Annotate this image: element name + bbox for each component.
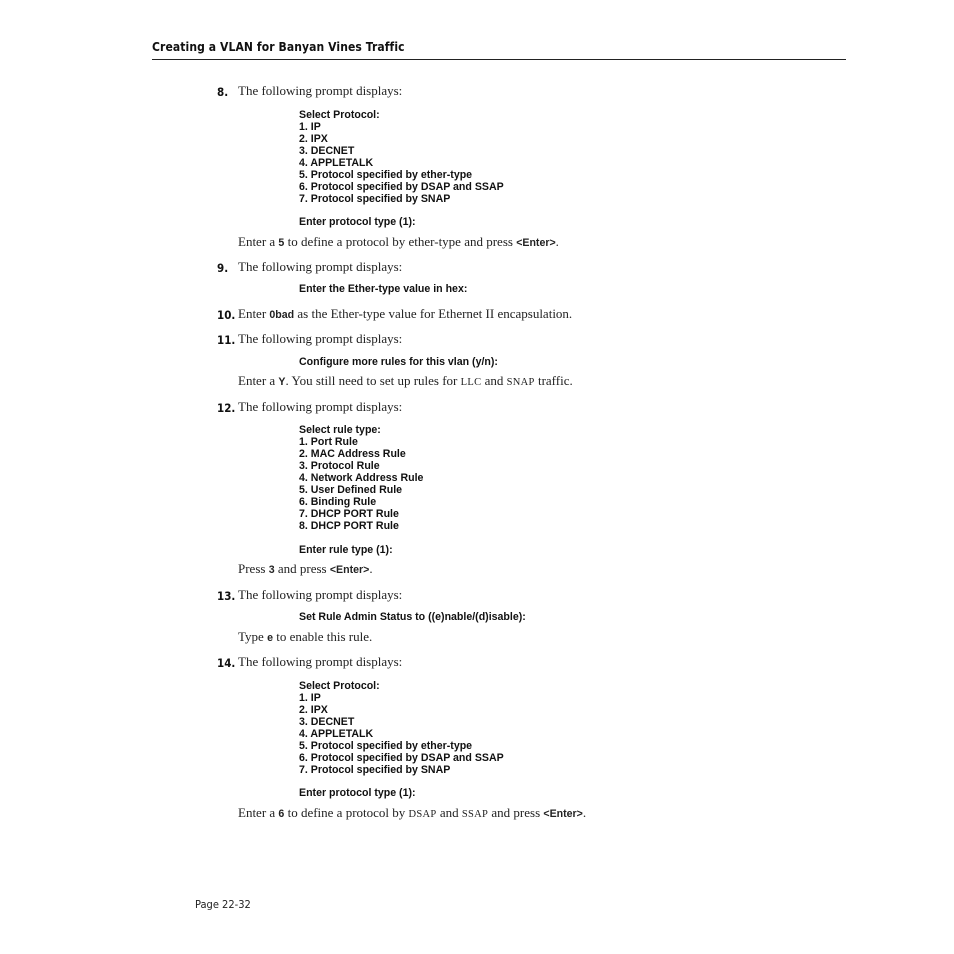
- menu-line: 4. APPLETALK: [299, 157, 374, 169]
- menu-line: 3. Protocol Rule: [299, 460, 380, 472]
- menu-line: 6. Protocol specified by DSAP and SSAP: [299, 752, 504, 764]
- menu-line: 4. APPLETALK: [299, 728, 374, 740]
- key-0bad: 0bad: [269, 309, 295, 321]
- step-8-instruction: Enter a 5 to define a protocol by ether-type and press <Enter>.: [238, 234, 559, 249]
- step-10-number: 10.: [217, 308, 236, 322]
- step-9-number: 9.: [217, 261, 229, 275]
- key-y: Y: [278, 376, 286, 388]
- menu-line: 2. MAC Address Rule: [299, 448, 406, 460]
- step-12-instruction: Press 3 and press <Enter>.: [238, 561, 373, 576]
- page-number: Page 22-32: [195, 898, 251, 911]
- menu-line: 1. Port Rule: [299, 436, 358, 448]
- menu-line: 6. Binding Rule: [299, 496, 377, 508]
- step-12-number: 12.: [217, 401, 236, 415]
- menu-line: 4. Network Address Rule: [299, 472, 424, 484]
- step-12-rule-menu: [299, 424, 423, 532]
- step-11-text: The following prompt displays:: [238, 331, 403, 346]
- key-3: 3: [268, 564, 275, 576]
- menu-line: 8. DHCP PORT Rule: [299, 520, 399, 532]
- key-enter: <Enter>: [329, 564, 370, 576]
- menu-line: 1. IP: [299, 121, 321, 133]
- step-14-text: The following prompt displays:: [238, 654, 403, 669]
- menu-line: 2. IPX: [299, 133, 328, 145]
- header-rule: [152, 59, 846, 60]
- key-e: e: [267, 632, 273, 644]
- step-12-text: The following prompt displays:: [238, 399, 403, 414]
- step-12-prompt: Enter rule type (1):: [299, 544, 393, 556]
- step-8-text: The following prompt displays:: [238, 83, 403, 98]
- step-8-protocol-menu: [299, 109, 504, 205]
- step-13-prompt: Set Rule Admin Status to ((e)nable/(d)isable):: [299, 611, 526, 623]
- step-8-prompt: Enter protocol type (1):: [299, 216, 416, 228]
- menu-line: 6. Protocol specified by DSAP and SSAP: [299, 181, 504, 193]
- key-6: 6: [278, 808, 285, 820]
- menu-line: 7. DHCP PORT Rule: [299, 508, 399, 520]
- step-14-protocol-menu: [299, 680, 504, 776]
- menu-line: 2. IPX: [299, 704, 328, 716]
- step-10-instruction: Enter 0bad as the Ether-type value for Ethernet II encapsulation.: [238, 306, 573, 321]
- menu-line: 5. Protocol specified by ether-type: [299, 169, 473, 181]
- menu-line: Select rule type:: [299, 424, 381, 436]
- step-13-text: The following prompt displays:: [238, 587, 403, 602]
- menu-line: 7. Protocol specified by SNAP: [299, 193, 451, 205]
- step-14-prompt: Enter protocol type (1):: [299, 787, 416, 799]
- menu-line: Select Protocol:: [299, 680, 380, 692]
- step-11-prompt: Configure more rules for this vlan (y/n):: [299, 356, 498, 368]
- menu-line: 5. User Defined Rule: [299, 484, 403, 496]
- menu-line: 5. Protocol specified by ether-type: [299, 740, 473, 752]
- step-14-instruction: Enter a 6 to define a protocol by DSAP and SSAP and press <Enter>.: [238, 805, 587, 820]
- key-enter: <Enter>: [516, 237, 556, 249]
- menu-line: 3. DECNET: [299, 716, 355, 728]
- step-11-number: 11.: [217, 333, 236, 347]
- key-enter: <Enter>: [543, 808, 583, 820]
- key-5: 5: [278, 237, 285, 249]
- step-8-number: 8.: [217, 85, 229, 99]
- running-header-title: Creating a VLAN for Banyan Vines Traffic: [152, 40, 405, 54]
- step-11-instruction: Enter a Y. You still need to set up rules for LLC and SNAP traffic.: [238, 373, 573, 388]
- menu-line: 3. DECNET: [299, 145, 355, 157]
- step-9-prompt: Enter the Ether-type value in hex:: [299, 283, 468, 295]
- menu-line: 1. IP: [299, 692, 321, 704]
- menu-line: Select Protocol:: [299, 109, 380, 121]
- menu-line: 7. Protocol specified by SNAP: [299, 764, 451, 776]
- step-14-number: 14.: [217, 656, 236, 670]
- step-9-text: The following prompt displays:: [238, 259, 403, 274]
- step-13-instruction: Type e to enable this rule.: [238, 629, 373, 644]
- step-13-number: 13.: [217, 589, 236, 603]
